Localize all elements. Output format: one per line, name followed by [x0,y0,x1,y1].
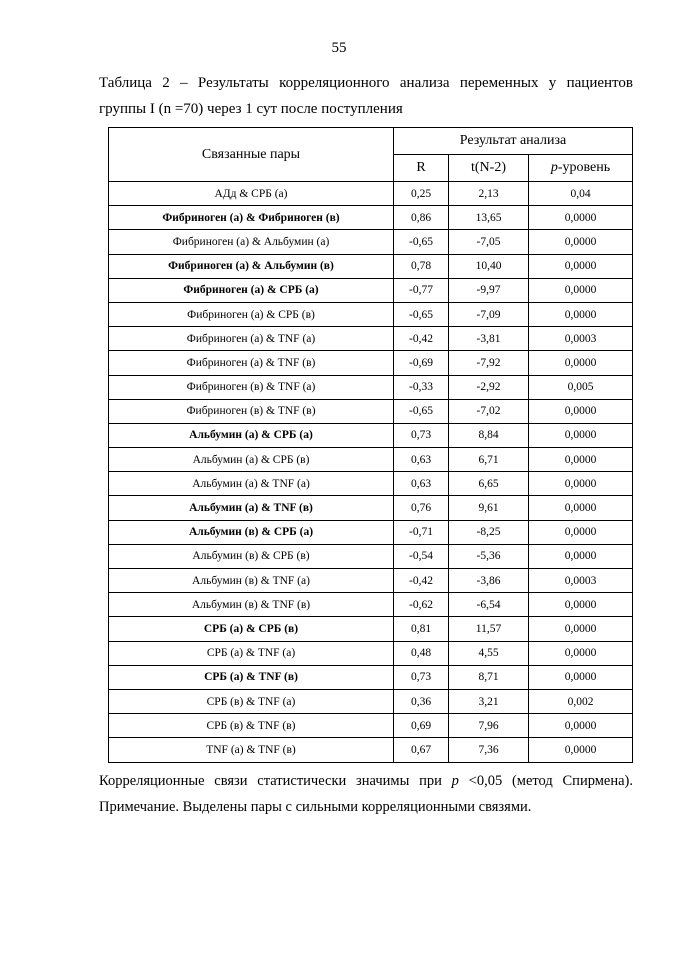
table-row [109,593,633,617]
t-cell: 6,65 [449,472,529,496]
correlation-table [108,127,633,763]
r-cell: -0,42 [394,327,449,351]
r-cell: 0,48 [394,641,449,665]
p-cell: 0,0000 [529,230,633,254]
t-cell: -7,02 [449,399,529,423]
header-pairs: Связанные пары [109,128,394,182]
page-number: 55 [331,40,347,56]
caption-line-2: группы I (n =70) через 1 сут после поступления [99,101,403,117]
t-cell: 2,13 [449,182,529,206]
t-cell: -7,05 [449,230,529,254]
p-cell: 0,0000 [529,544,633,568]
pair-cell: Альбумин (в) & TNF (а) [109,569,394,593]
pair-cell: СРБ (в) & TNF (а) [109,689,394,713]
pair-cell: Альбумин (в) & СРБ (в) [109,544,394,568]
r-cell: -0,65 [394,399,449,423]
p-cell: 0,0000 [529,302,633,326]
p-cell: 0,0000 [529,206,633,230]
table-row [109,230,633,254]
p-cell: 0,0000 [529,448,633,472]
table-row [109,327,633,351]
r-cell: -0,33 [394,375,449,399]
table-row [109,520,633,544]
pair-cell: Фибриноген (а) & TNF (а) [109,327,394,351]
note-p-letter: p [451,773,459,789]
significance-note [99,768,633,794]
p-cell: 0,0000 [529,641,633,665]
table-row [109,206,633,230]
r-cell: 0,86 [394,206,449,230]
r-cell: 0,36 [394,689,449,713]
t-cell: -3,81 [449,327,529,351]
table-caption [99,70,633,122]
table-row [109,472,633,496]
p-cell: 0,0000 [529,665,633,689]
table-row [109,278,633,302]
t-cell: 4,55 [449,641,529,665]
p-cell: 0,0000 [529,714,633,738]
t-cell: 7,36 [449,738,529,762]
table-row [109,375,633,399]
table-row [109,423,633,447]
header-p-letter: p [550,160,558,175]
r-cell: -0,69 [394,351,449,375]
r-cell: 0,63 [394,448,449,472]
pair-cell: Фибриноген (в) & TNF (в) [109,399,394,423]
table-row [109,496,633,520]
table-note [99,768,633,820]
r-cell: 0,25 [394,182,449,206]
t-cell: -8,25 [449,520,529,544]
table-row [109,182,633,206]
table-row [109,569,633,593]
r-cell: -0,71 [394,520,449,544]
table-row [109,738,633,762]
t-cell: 10,40 [449,254,529,278]
p-cell: 0,0000 [529,496,633,520]
p-cell: 0,0000 [529,593,633,617]
t-cell: -2,92 [449,375,529,399]
pair-cell: Альбумин (а) & СРБ (а) [109,423,394,447]
p-cell: 0,005 [529,375,633,399]
r-cell: -0,65 [394,230,449,254]
pair-cell: Фибриноген (а) & СРБ (в) [109,302,394,326]
t-cell: 8,71 [449,665,529,689]
table-row [109,399,633,423]
t-cell: 11,57 [449,617,529,641]
t-cell: -3,86 [449,569,529,593]
p-cell: 0,04 [529,182,633,206]
t-cell: 13,65 [449,206,529,230]
header-p [529,155,633,182]
r-cell: 0,73 [394,665,449,689]
t-cell: 9,61 [449,496,529,520]
pair-cell: Фибриноген (а) & Фибриноген (в) [109,206,394,230]
table-row [109,544,633,568]
p-cell: 0,0000 [529,472,633,496]
t-cell: -6,54 [449,593,529,617]
pair-cell: Альбумин (в) & СРБ (а) [109,520,394,544]
r-cell: 0,73 [394,423,449,447]
table-row [109,302,633,326]
table-row [109,617,633,641]
t-cell: 6,71 [449,448,529,472]
t-cell: 7,96 [449,714,529,738]
header-t: t(N-2) [449,155,529,182]
p-cell: 0,0000 [529,520,633,544]
header-result: Результат анализа [394,128,633,155]
p-cell: 0,0000 [529,254,633,278]
pair-cell: Фибриноген (а) & Альбумин (а) [109,230,394,254]
p-cell: 0,0000 [529,617,633,641]
table-row [109,641,633,665]
pair-cell: Фибриноген (а) & TNF (в) [109,351,394,375]
r-cell: 0,81 [394,617,449,641]
highlight-note: Примечание. Выделены пары с сильными корреляционными связями. [99,799,532,815]
r-cell: 0,76 [394,496,449,520]
t-cell: -7,92 [449,351,529,375]
t-cell: 8,84 [449,423,529,447]
table-row [109,254,633,278]
t-cell: -7,09 [449,302,529,326]
pair-cell: TNF (а) & TNF (в) [109,738,394,762]
r-cell: -0,65 [394,302,449,326]
pair-cell: АДд & СРБ (а) [109,182,394,206]
note-text-before: Корреляционные связи статистически значимы при [99,773,452,789]
r-cell: 0,63 [394,472,449,496]
t-cell: -5,36 [449,544,529,568]
p-cell: 0,0003 [529,327,633,351]
table-row [109,351,633,375]
p-cell: 0,0000 [529,738,633,762]
table-row [109,689,633,713]
r-cell: -0,42 [394,569,449,593]
r-cell: 0,67 [394,738,449,762]
r-cell: -0,62 [394,593,449,617]
pair-cell: Фибриноген (а) & Альбумин (в) [109,254,394,278]
p-cell: 0,0000 [529,399,633,423]
p-cell: 0,0003 [529,569,633,593]
pair-cell: Альбумин (в) & TNF (в) [109,593,394,617]
table-body [109,182,633,763]
pair-cell: Альбумин (а) & СРБ (в) [109,448,394,472]
pair-cell: СРБ (а) & TNF (в) [109,665,394,689]
pair-cell: Альбумин (а) & TNF (в) [109,496,394,520]
pair-cell: Фибриноген (в) & TNF (а) [109,375,394,399]
p-cell: 0,0000 [529,278,633,302]
header-p-rest: -уровень [557,160,611,175]
table-row [109,714,633,738]
pair-cell: СРБ (а) & СРБ (в) [109,617,394,641]
p-cell: 0,0000 [529,423,633,447]
p-cell: 0,002 [529,689,633,713]
t-cell: 3,21 [449,689,529,713]
table-row [109,665,633,689]
r-cell: 0,78 [394,254,449,278]
r-cell: -0,77 [394,278,449,302]
r-cell: -0,54 [394,544,449,568]
pair-cell: СРБ (в) & TNF (в) [109,714,394,738]
t-cell: -9,97 [449,278,529,302]
pair-cell: СРБ (а) & TNF (а) [109,641,394,665]
table-row [109,448,633,472]
p-cell: 0,0000 [529,351,633,375]
header-r: R [394,155,449,182]
r-cell: 0,69 [394,714,449,738]
note-text-after: <0,05 (метод Спирмена). [458,773,633,789]
pair-cell: Фибриноген (а) & СРБ (а) [109,278,394,302]
caption-line-1: Таблица 2 – Результаты корреляционного анализа переменных у пациентов [99,75,633,91]
pair-cell: Альбумин (а) & TNF (а) [109,472,394,496]
